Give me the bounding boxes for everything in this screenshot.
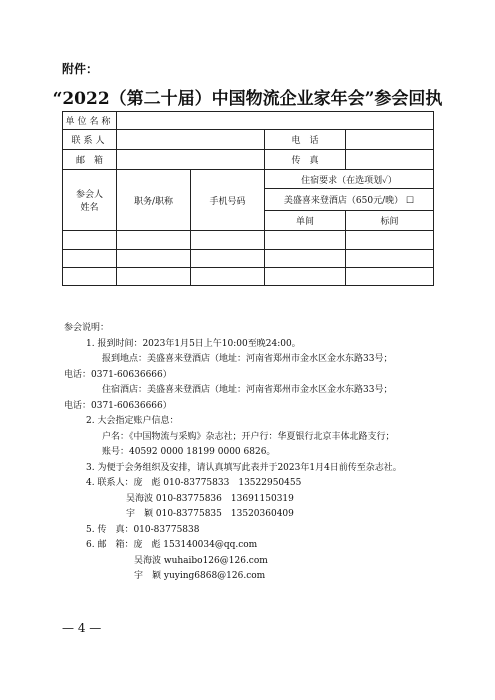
note-line: 吴海波 010-83775836 13691150319 xyxy=(126,493,294,504)
note-line: 账号：40592 0000 18199 0000 6826。 xyxy=(102,447,276,457)
note-line: 6. 邮 箱：庞 彪 153140034@qq.com xyxy=(86,540,258,550)
attendee-row-2-name[interactable] xyxy=(63,250,117,268)
note-line: 4. 联系人：庞 彪 010-83775833 13522950455 xyxy=(86,478,302,488)
contact-label: 联系人 xyxy=(63,130,117,150)
single-room-header: 单间 xyxy=(265,211,346,231)
unit-name-field[interactable] xyxy=(117,112,434,130)
note-line: 2. 大会指定账户信息： xyxy=(86,416,179,426)
attendee-row-1-single[interactable] xyxy=(265,231,346,250)
attendee-row-1-name[interactable] xyxy=(63,231,117,250)
attendee-row-3-standard[interactable] xyxy=(346,268,434,286)
attendee-row-1-position[interactable] xyxy=(117,231,191,250)
attendee-row-2-position[interactable] xyxy=(117,250,191,268)
note-line: 5. 传 真：010-83775838 xyxy=(86,524,200,535)
postcode-field[interactable] xyxy=(117,150,265,170)
attendee-row-2-standard[interactable] xyxy=(346,250,434,268)
note-line: 电话：0371-60636666） xyxy=(64,400,172,411)
hotel-checkbox[interactable]: ☐ xyxy=(406,196,415,206)
hotel-option xyxy=(265,189,434,211)
attendee-row-3-mobile[interactable] xyxy=(191,268,265,286)
attachment-label: 附件： xyxy=(62,62,99,76)
registration-form-table xyxy=(62,111,434,286)
unit-name-label: 单位名称 xyxy=(63,112,117,130)
page-title: “2022（第二十届）中国物流企业家年会”参会回执 xyxy=(52,89,443,109)
note-line: 宇 颖 yuying6868@126.com xyxy=(134,571,266,581)
note-line: 1. 报到时间：2023年1月5日上午10:00至晚24:00。 xyxy=(86,338,301,349)
attendee-name-header xyxy=(63,170,117,231)
note-line: 住宿酒店：美盛喜来登酒店（地址：河南省郑州市金水区金水东路33号； xyxy=(102,385,393,395)
attendee-row-2-single[interactable] xyxy=(265,250,346,268)
attendee-row-3-position[interactable] xyxy=(117,268,191,286)
note-line: 3. 为便于会务组织及安排，请认真填写此表并于2023年1月4日前传至杂志社。 xyxy=(86,462,402,473)
attendee-row-3-single[interactable] xyxy=(265,268,346,286)
page-number: — 4 — xyxy=(62,621,102,635)
fax-field[interactable] xyxy=(346,150,434,170)
attendee-row-1-mobile[interactable] xyxy=(191,231,265,250)
note-line: 宇 颖 010-83775835 13520360409 xyxy=(126,509,294,519)
attendee-row-1-standard[interactable] xyxy=(346,231,434,250)
note-line: 电话：0371-60636666） xyxy=(64,369,172,380)
position-header: 职务/职称 xyxy=(117,170,191,231)
mobile-header: 手机号码 xyxy=(191,170,265,231)
contact-field[interactable] xyxy=(117,130,265,150)
attendee-row-3-name[interactable] xyxy=(63,268,117,286)
attendee-name-line2: 姓名 xyxy=(80,203,99,213)
phone-field[interactable] xyxy=(346,130,434,150)
hotel-option-label: 美盛喜来登酒店（650元/晚） xyxy=(283,196,404,206)
postcode-label: 邮 箱 xyxy=(63,150,117,170)
notes-heading: 参会说明： xyxy=(64,323,110,333)
lodging-header: 住宿要求（在选项划✓） xyxy=(265,170,434,189)
note-line: 报到地点：美盛喜来登酒店（地址：河南省郑州市金水区金水东路33号； xyxy=(102,354,393,364)
fax-label: 传 真 xyxy=(265,150,346,170)
note-line: 吴海波 wuhaibo126@126.com xyxy=(134,555,268,566)
standard-room-header: 标间 xyxy=(346,211,434,231)
registration-notes xyxy=(64,321,444,585)
attendee-name-line1: 参会人 xyxy=(75,190,103,200)
note-line: 户名：《中国物流与采购》杂志社；开户行：华夏银行北京丰体北路支行； xyxy=(102,431,395,442)
attendee-row-2-mobile[interactable] xyxy=(191,250,265,268)
phone-label: 电 话 xyxy=(265,130,346,150)
